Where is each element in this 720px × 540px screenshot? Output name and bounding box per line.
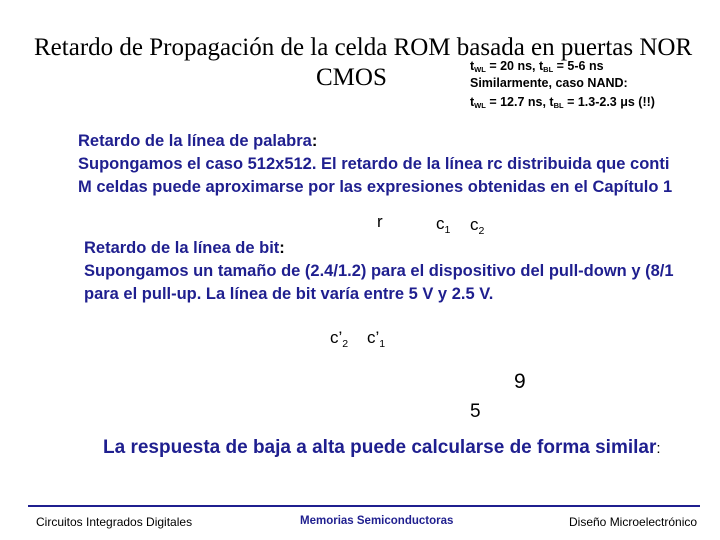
number-nine: 9 xyxy=(514,370,526,393)
symbol-c-prime-1 xyxy=(367,328,385,350)
footer-right: Diseño Microelectrónico xyxy=(569,515,698,529)
bit-line-text-1: Supongamos un tamaño de (2.4/1.2) para el dispositivo del pull-down y (8/1 xyxy=(84,262,674,280)
note-value-2: = 1.3-2.3 μs (!!) xyxy=(563,95,655,109)
response-colon: : xyxy=(656,440,661,457)
word-line-text-1: Supongamos el caso 512x512. El retardo de la línea rc distribuida que conti xyxy=(78,155,670,173)
footer-divider xyxy=(28,505,700,507)
word-line-heading xyxy=(78,132,317,151)
slide-title-line2: CMOS xyxy=(316,64,387,91)
response-text: La respuesta de baja a alta puede calcularse de forma similar xyxy=(103,437,657,458)
note-value: = 5-6 ns xyxy=(553,59,604,73)
bit-line-heading-text: Retardo de la línea de bit xyxy=(84,239,280,257)
symbol-c-prime-1-base: c’ xyxy=(367,328,380,347)
symbol-c-prime-1-sub: 1 xyxy=(379,338,386,350)
number-five: 5 xyxy=(470,401,481,422)
symbol-r: r xyxy=(377,212,383,231)
word-line-heading-colon: : xyxy=(311,132,318,150)
note-sub-bl: BL xyxy=(543,65,554,74)
symbol-c1 xyxy=(436,214,450,236)
response-statement xyxy=(103,437,661,459)
note-sub-wl: WL xyxy=(474,65,486,74)
symbol-c-prime-2-sub: 2 xyxy=(342,338,349,350)
word-line-heading-text: Retardo de la línea de palabra xyxy=(78,132,312,150)
note-line-2: Similarmente, caso NAND: xyxy=(470,76,628,90)
footer-center: Memorias Semiconductoras xyxy=(300,515,454,527)
footer-left: Circuitos Integrados Digitales xyxy=(36,515,193,529)
note-line-1 xyxy=(470,59,604,74)
symbol-c-prime-2 xyxy=(330,328,348,350)
note-sub-wl-2: WL xyxy=(474,101,486,110)
note-line-3 xyxy=(470,95,655,110)
symbol-c-prime-2-base: c’ xyxy=(330,328,343,347)
note-sub-bl-2: BL xyxy=(553,101,564,110)
symbol-c2-sub: 2 xyxy=(478,225,485,237)
note-t-wl: t xyxy=(470,59,475,73)
note-t-wl-2: t xyxy=(470,95,475,109)
symbol-c1-base: c xyxy=(436,214,445,233)
bit-line-heading xyxy=(84,239,285,258)
word-line-text-2: M celdas puede aproximarse por las expresiones obtenidas en el Capítulo 1 xyxy=(78,178,673,196)
bit-line-text-2: para el pull-up. La línea de bit varía entre 5 V y 2.5 V. xyxy=(84,285,494,303)
symbol-c1-sub: 1 xyxy=(444,224,451,236)
symbol-c2-base: c xyxy=(470,215,479,234)
symbol-c2 xyxy=(470,215,484,237)
slide-title-line1: Retardo de Propagación de la celda ROM basada en puertas NOR xyxy=(34,34,693,61)
note-t-bl: = 20 ns, t xyxy=(485,59,544,73)
bit-line-heading-colon: : xyxy=(279,239,285,257)
note-t-bl-2: = 12.7 ns, t xyxy=(485,95,554,109)
